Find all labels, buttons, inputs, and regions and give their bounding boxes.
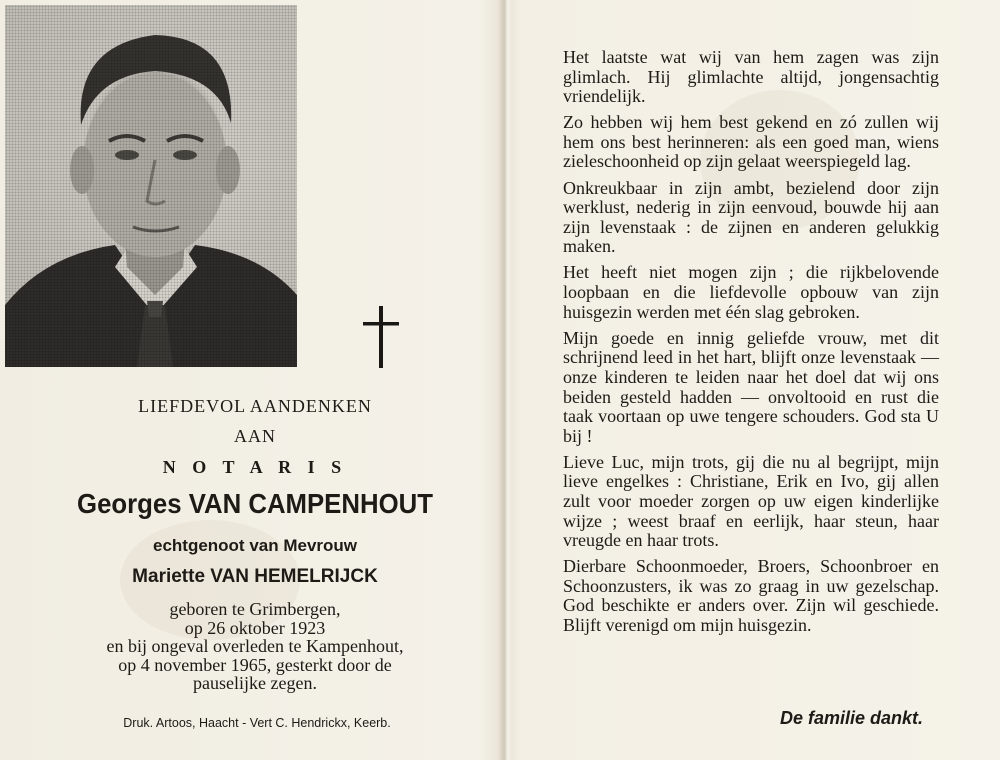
memorial-paragraph: Mijn goede en innig geliefde vrouw, met dit schrijnend leed in het hart, blijft onze levenstaak — onze kinderen te leiden naar het doel dat wij ons beiden gesteld hadden — onvoltooid en rust die taak voortaan op uwe tengere schouders. God sta U bij !	[563, 327, 939, 446]
details-line: geboren te Grimbergen,	[169, 599, 341, 619]
details-line: op 4 november 1965, gesterkt door de	[118, 654, 392, 675]
memorial-paragraph: Dierbare Schoonmoeder, Broers, Schoonbroer en Schoonzusters, ik was zo graag in uw gezelschap. God beschikte er anders over. Zijn wil geschiede. Blijft verenigd om mijn huisgezin.	[563, 556, 939, 636]
memorial-paragraph: Het laatste wat wij van hem zagen was zijn glimlach. Hij glimlachte altijd, jongensachtig vriendelijk.	[563, 47, 939, 107]
portrait-photo	[5, 5, 297, 367]
deceased-title: N O T A R I S	[162, 457, 348, 477]
details-line: pauselijke zegen.	[193, 673, 317, 693]
memorial-paragraph: Zo hebben wij hem best gekend en zó zullen wij hem ons best herinneren: als een goed man, wiens zieleschoonheid op zijn gelaat weerspiegeld lag.	[563, 112, 939, 172]
details-line: en bij ongeval overleden te Kampenhout,	[106, 636, 404, 656]
details-line: op 26 oktober 1923	[184, 617, 326, 638]
spouse-intro: echtgenoot van Mevrouw	[152, 536, 358, 555]
memorial-heading: LIEFDEVOL AANDENKEN	[138, 396, 372, 416]
memorial-paragraph: Lieve Luc, mijn trots, gij die nu al begrijpt, mijn lieve engelkes : Christiane, Erik en Ivo, gij allen zult voor moeder zorgen op uw eigen kinderlijke wijze ; weest braaf en eerlijk, haar steun, haar vreugde en haar trots.	[563, 451, 939, 551]
birth-death-details	[40, 600, 470, 693]
latin-cross-icon	[363, 306, 399, 368]
printer-credit: Druk. Artoos, Haacht - Vert C. Hendrickx, Keerb.	[123, 716, 391, 730]
closing-signature: De familie dankt.	[780, 708, 924, 728]
memorial-aan: AAN	[234, 426, 276, 446]
memorial-text	[563, 48, 939, 642]
spouse-name: Mariette VAN HEMELRIJCK	[132, 566, 378, 587]
deceased-name: Georges VAN CAMPENHOUT	[77, 488, 433, 519]
card-fold	[498, 0, 512, 760]
memorial-paragraph: Onkreukbaar in zijn ambt, bezielend door zijn werklust, nederig in zijn eenvoud, bouwde hij aan zijn levenstaak : de zijnen en anderen gelukkig maken.	[563, 177, 939, 257]
memorial-paragraph: Het heeft niet mogen zijn ; die rijkbelovende loopbaan en die liefdevolle opbouw van zijn huisgezin werden met één slag gebroken.	[563, 262, 939, 322]
